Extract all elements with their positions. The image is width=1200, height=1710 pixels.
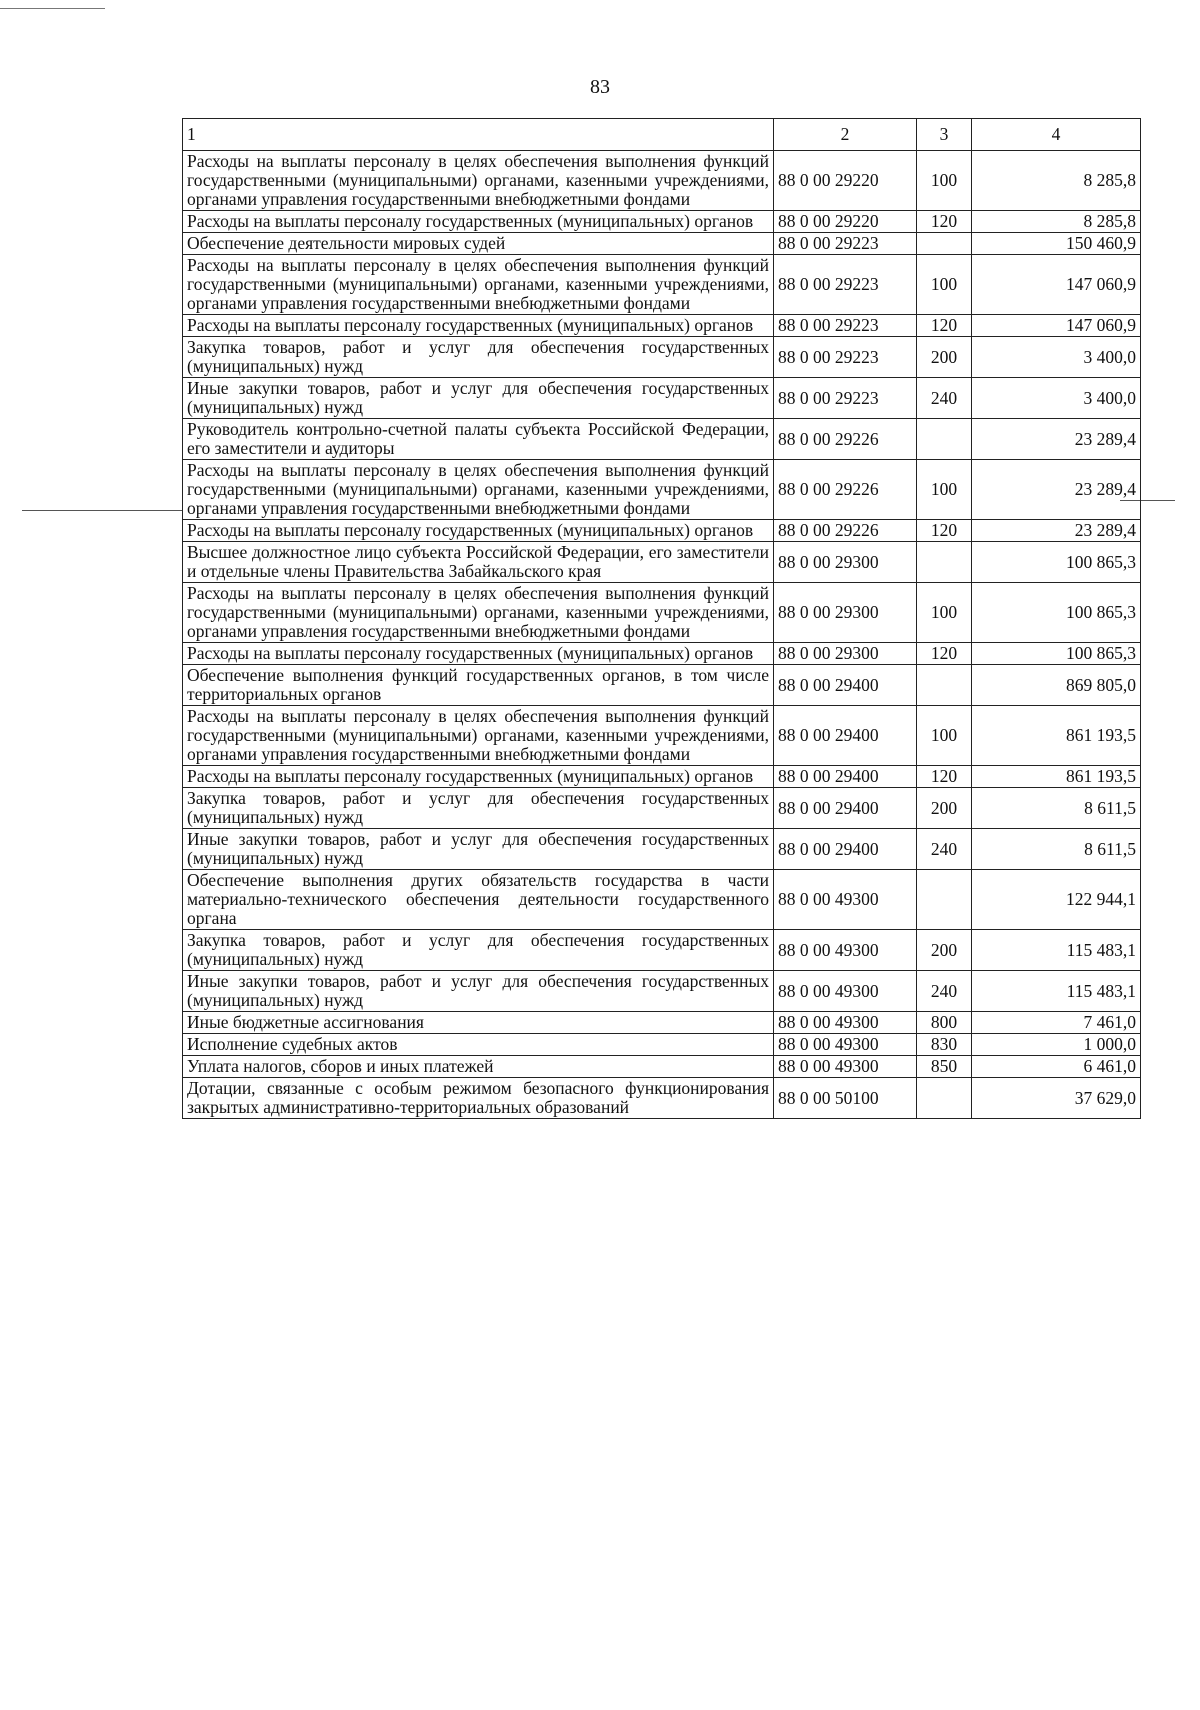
row-amount-cell: 115 483,1 [972, 930, 1141, 971]
row-code-cell: 88 0 00 49300 [774, 1034, 917, 1056]
table-header-row [183, 119, 1141, 151]
row-amount-cell: 3 400,0 [972, 378, 1141, 419]
row-type-cell: 240 [917, 829, 972, 870]
table-row [183, 337, 1141, 378]
row-code-cell: 88 0 00 29220 [774, 151, 917, 211]
table-row [183, 829, 1141, 870]
row-amount-cell: 8 285,8 [972, 211, 1141, 233]
row-type-cell: 120 [917, 315, 972, 337]
row-amount-cell: 150 460,9 [972, 233, 1141, 255]
row-name-cell: Иные бюджетные ассигнования [183, 1012, 774, 1034]
row-code-cell: 88 0 00 29223 [774, 315, 917, 337]
row-type-cell: 100 [917, 151, 972, 211]
row-amount-cell: 861 193,5 [972, 766, 1141, 788]
row-name-cell: Иные закупки товаров, работ и услуг для обеспечения государственных (муниципальных) нужд [183, 378, 774, 419]
row-code-cell: 88 0 00 49300 [774, 971, 917, 1012]
row-amount-cell: 100 865,3 [972, 583, 1141, 643]
row-code-cell: 88 0 00 29226 [774, 460, 917, 520]
row-type-cell: 240 [917, 378, 972, 419]
row-type-cell [917, 665, 972, 706]
row-name-cell: Расходы на выплаты персоналу государственных (муниципальных) органов [183, 211, 774, 233]
row-name-cell: Расходы на выплаты персоналу государственных (муниципальных) органов [183, 315, 774, 337]
table-row [183, 460, 1141, 520]
table-row [183, 378, 1141, 419]
row-name-cell: Расходы на выплаты персоналу государственных (муниципальных) органов [183, 766, 774, 788]
scan-artifact-line [22, 510, 182, 511]
row-name-cell: Закупка товаров, работ и услуг для обеспечения государственных (муниципальных) нужд [183, 930, 774, 971]
column-header: 2 [774, 119, 917, 151]
row-code-cell: 88 0 00 29223 [774, 255, 917, 315]
table-body [183, 151, 1141, 1119]
table-row [183, 766, 1141, 788]
row-code-cell: 88 0 00 49300 [774, 1056, 917, 1078]
row-amount-cell: 122 944,1 [972, 870, 1141, 930]
table-row [183, 315, 1141, 337]
row-name-cell: Расходы на выплаты персоналу в целях обеспечения выполнения функций государственными (муниципальными) органами, казенными учреждениями, органами управления государственными внебюджетными фондами [183, 460, 774, 520]
row-name-cell: Расходы на выплаты персоналу в целях обеспечения выполнения функций государственными (муниципальными) органами, казенными учреждениями, органами управления государственными внебюджетными фондами [183, 706, 774, 766]
row-name-cell: Иные закупки товаров, работ и услуг для обеспечения государственных (муниципальных) нужд [183, 829, 774, 870]
row-type-cell: 800 [917, 1012, 972, 1034]
row-amount-cell: 23 289,4 [972, 460, 1141, 520]
row-type-cell [917, 419, 972, 460]
row-name-cell: Закупка товаров, работ и услуг для обеспечения государственных (муниципальных) нужд [183, 788, 774, 829]
row-code-cell: 88 0 00 49300 [774, 930, 917, 971]
row-name-cell: Расходы на выплаты персоналу государственных (муниципальных) органов [183, 520, 774, 542]
table-row [183, 419, 1141, 460]
row-name-cell: Обеспечение деятельности мировых судей [183, 233, 774, 255]
row-code-cell: 88 0 00 49300 [774, 870, 917, 930]
row-code-cell: 88 0 00 29400 [774, 788, 917, 829]
row-name-cell: Расходы на выплаты персоналу в целях обеспечения выполнения функций государственными (муниципальными) органами, казенными учреждениями, органами управления государственными внебюджетными фондами [183, 151, 774, 211]
table-row [183, 255, 1141, 315]
row-name-cell: Расходы на выплаты персоналу государственных (муниципальных) органов [183, 643, 774, 665]
column-header: 4 [972, 119, 1141, 151]
row-code-cell: 88 0 00 29400 [774, 665, 917, 706]
row-code-cell: 88 0 00 29300 [774, 643, 917, 665]
table-row [183, 542, 1141, 583]
row-type-cell [917, 1078, 972, 1119]
table-row [183, 788, 1141, 829]
row-amount-cell: 23 289,4 [972, 419, 1141, 460]
row-name-cell: Исполнение судебных актов [183, 1034, 774, 1056]
row-type-cell: 100 [917, 706, 972, 766]
row-name-cell: Дотации, связанные с особым режимом безопасного функционирования закрытых административно-территориальных образований [183, 1078, 774, 1119]
row-code-cell: 88 0 00 29400 [774, 766, 917, 788]
row-name-cell: Закупка товаров, работ и услуг для обеспечения государственных (муниципальных) нужд [183, 337, 774, 378]
row-type-cell: 120 [917, 643, 972, 665]
row-type-cell: 100 [917, 583, 972, 643]
row-amount-cell: 37 629,0 [972, 1078, 1141, 1119]
row-type-cell: 100 [917, 255, 972, 315]
row-code-cell: 88 0 00 29300 [774, 542, 917, 583]
row-name-cell: Обеспечение выполнения функций государственных органов, в том числе территориальных органов [183, 665, 774, 706]
row-code-cell: 88 0 00 29223 [774, 233, 917, 255]
row-amount-cell: 7 461,0 [972, 1012, 1141, 1034]
row-type-cell: 200 [917, 930, 972, 971]
row-amount-cell: 147 060,9 [972, 315, 1141, 337]
table-row [183, 151, 1141, 211]
table-row [183, 706, 1141, 766]
row-amount-cell: 8 285,8 [972, 151, 1141, 211]
row-type-cell: 200 [917, 788, 972, 829]
row-code-cell: 88 0 00 29400 [774, 706, 917, 766]
row-code-cell: 88 0 00 29400 [774, 829, 917, 870]
row-type-cell [917, 233, 972, 255]
row-amount-cell: 3 400,0 [972, 337, 1141, 378]
row-type-cell: 240 [917, 971, 972, 1012]
row-name-cell: Высшее должностное лицо субъекта Российской Федерации, его заместители и отдельные члены Правительства Забайкальского края [183, 542, 774, 583]
row-code-cell: 88 0 00 29226 [774, 520, 917, 542]
scan-artifact-line [0, 8, 105, 9]
page-number: 83 [590, 76, 610, 98]
row-amount-cell: 8 611,5 [972, 788, 1141, 829]
table-row [183, 665, 1141, 706]
row-amount-cell: 8 611,5 [972, 829, 1141, 870]
row-amount-cell: 869 805,0 [972, 665, 1141, 706]
row-name-cell: Иные закупки товаров, работ и услуг для обеспечения государственных (муниципальных) нужд [183, 971, 774, 1012]
row-code-cell: 88 0 00 29223 [774, 337, 917, 378]
row-amount-cell: 1 000,0 [972, 1034, 1141, 1056]
table-row [183, 870, 1141, 930]
row-code-cell: 88 0 00 29300 [774, 583, 917, 643]
table-row [183, 1034, 1141, 1056]
row-amount-cell: 861 193,5 [972, 706, 1141, 766]
table-row [183, 971, 1141, 1012]
row-name-cell: Расходы на выплаты персоналу в целях обеспечения выполнения функций государственными (муниципальными) органами, казенными учреждениями, органами управления государственными внебюджетными фондами [183, 583, 774, 643]
row-type-cell: 120 [917, 211, 972, 233]
row-amount-cell: 115 483,1 [972, 971, 1141, 1012]
table-row [183, 520, 1141, 542]
row-type-cell: 850 [917, 1056, 972, 1078]
row-code-cell: 88 0 00 29223 [774, 378, 917, 419]
table-row [183, 1056, 1141, 1078]
row-amount-cell: 100 865,3 [972, 542, 1141, 583]
row-code-cell: 88 0 00 49300 [774, 1012, 917, 1034]
table-row [183, 583, 1141, 643]
table-row [183, 211, 1141, 233]
row-type-cell: 200 [917, 337, 972, 378]
row-type-cell: 120 [917, 520, 972, 542]
row-code-cell: 88 0 00 29226 [774, 419, 917, 460]
row-type-cell: 830 [917, 1034, 972, 1056]
column-header: 3 [917, 119, 972, 151]
row-code-cell: 88 0 00 50100 [774, 1078, 917, 1119]
table-row [183, 643, 1141, 665]
table-row [183, 1078, 1141, 1119]
row-type-cell [917, 870, 972, 930]
table-row [183, 233, 1141, 255]
budget-table [182, 118, 1141, 1119]
row-amount-cell: 6 461,0 [972, 1056, 1141, 1078]
row-type-cell: 120 [917, 766, 972, 788]
row-name-cell: Расходы на выплаты персоналу в целях обеспечения выполнения функций государственными (муниципальными) органами, казенными учреждениями, органами управления государственными внебюджетными фондами [183, 255, 774, 315]
row-code-cell: 88 0 00 29220 [774, 211, 917, 233]
column-header: 1 [183, 119, 774, 151]
table-row [183, 930, 1141, 971]
row-type-cell: 100 [917, 460, 972, 520]
row-amount-cell: 23 289,4 [972, 520, 1141, 542]
table-row [183, 1012, 1141, 1034]
row-name-cell: Обеспечение выполнения других обязательств государства в части материально-технического обеспечения деятельности государственного органа [183, 870, 774, 930]
row-type-cell [917, 542, 972, 583]
row-amount-cell: 147 060,9 [972, 255, 1141, 315]
row-name-cell: Руководитель контрольно-счетной палаты субъекта Российской Федерации, его заместители и аудиторы [183, 419, 774, 460]
row-name-cell: Уплата налогов, сборов и иных платежей [183, 1056, 774, 1078]
row-amount-cell: 100 865,3 [972, 643, 1141, 665]
